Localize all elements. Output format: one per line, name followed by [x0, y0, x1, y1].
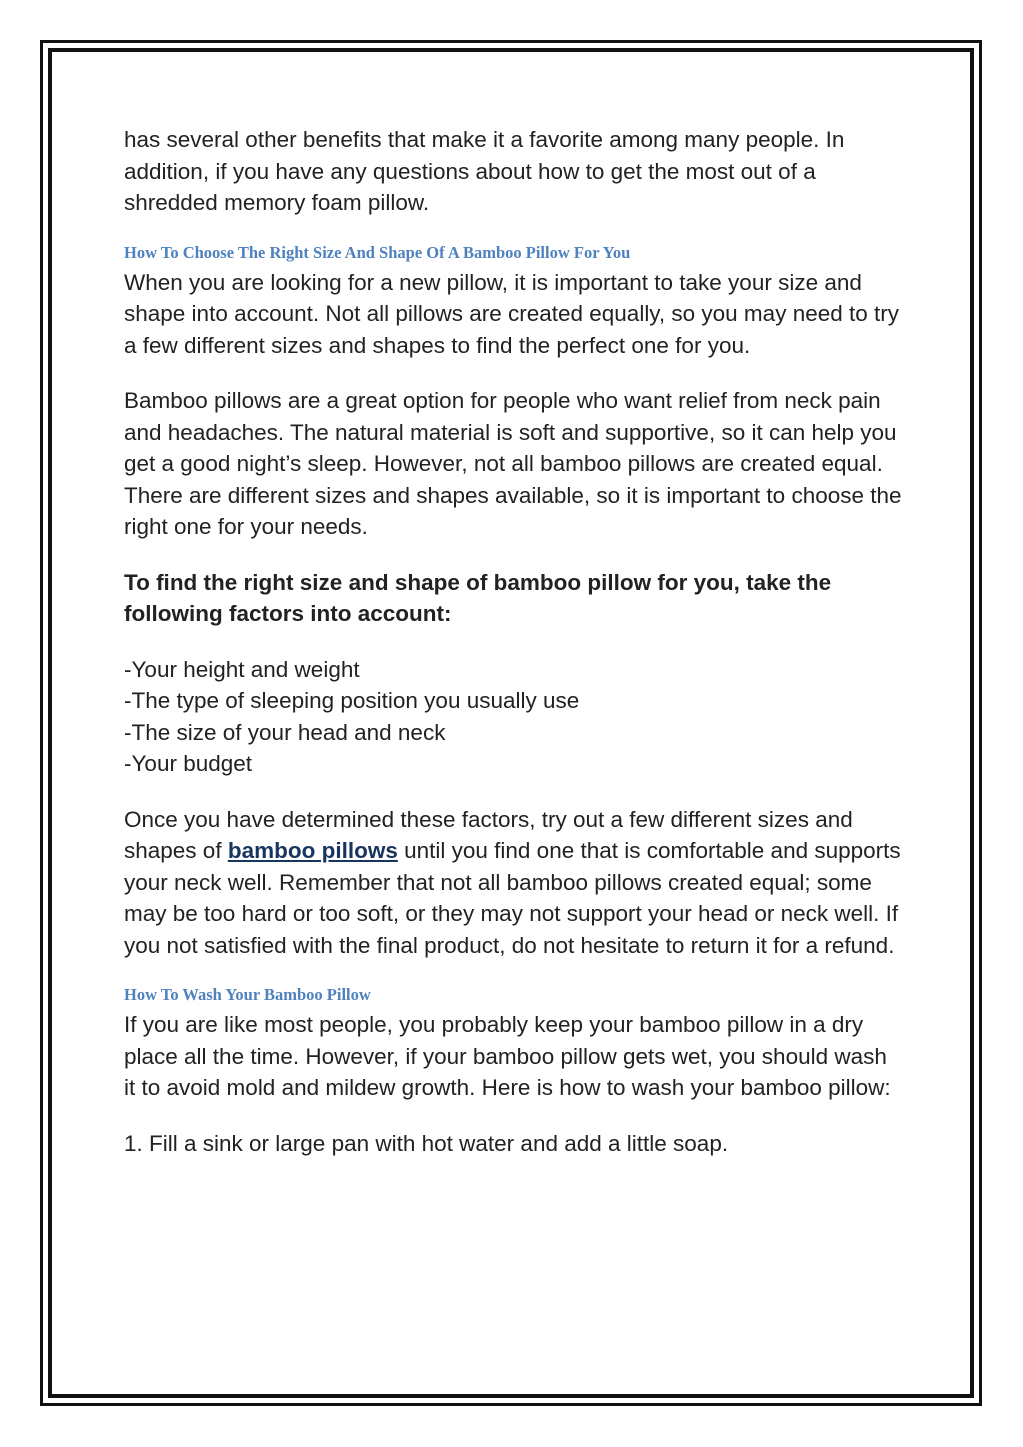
paragraph-bamboo-benefits: Bamboo pillows are a great option for people who want relief from neck pain and headaches. The natural material is soft and supportive, so it can help you get a good night’s sleep. However, not all bamboo pillows are created equal. There are different sizes and shapes available, so it is important to choose the right one for your needs.	[124, 388, 902, 539]
factor-item: -The size of your head and neck	[124, 719, 446, 745]
paragraph-factors-intro: To find the right size and shape of bamboo pillow for you, take the following factors into account:	[124, 569, 832, 626]
paragraph-try-sizes-end: until you find one that is comfortable and supports your neck well. Remember that not all bamboo pillows created equal; some may be too hard or too soft, or they may not support your head or neck well. If you not satisfied with the final product, do not hesitate to return it for a refund.	[124, 838, 901, 958]
paragraph-new-pillow: When you are looking for a new pillow, it is important to take your size and shape into account. Not all pillows are created equally, so you may need to try a few different sizes and shapes to find the perfect one for you.	[124, 269, 900, 358]
intro-paragraph: has several other benefits that make it a favorite among many people. In addition, if you have any questions about how to get the most out of a shredded memory foam pillow.	[124, 127, 845, 215]
factor-item: -Your height and weight	[124, 656, 360, 682]
factor-item: -The type of sleeping position you usually use	[124, 688, 580, 713]
bamboo-pillows-link[interactable]: bamboo pillows	[227, 838, 398, 863]
paragraph-try-sizes	[124, 804, 904, 962]
section-heading-choose-size: How To Choose The Right Size And Shape Of A Bamboo Pillow For You	[124, 242, 631, 262]
paragraph-try-sizes-start: Once you have determined these factors, try out a few different sizes and shapes of	[124, 806, 853, 863]
wash-step-1: 1. Fill a sink or large pan with hot water and add a little soap.	[124, 1130, 729, 1156]
factor-item: -Your budget	[124, 751, 253, 776]
document-body	[124, 124, 904, 1159]
factors-list	[124, 654, 904, 780]
section-heading-wash: How To Wash Your Bamboo Pillow	[124, 985, 371, 1004]
paragraph-wash-intro: If you are like most people, you probably keep your bamboo pillow in a dry place all the time. However, if your bamboo pillow gets wet, you should wash it to avoid mold and mildew growth. Here is how to wash your bamboo pillow:	[124, 1012, 891, 1100]
